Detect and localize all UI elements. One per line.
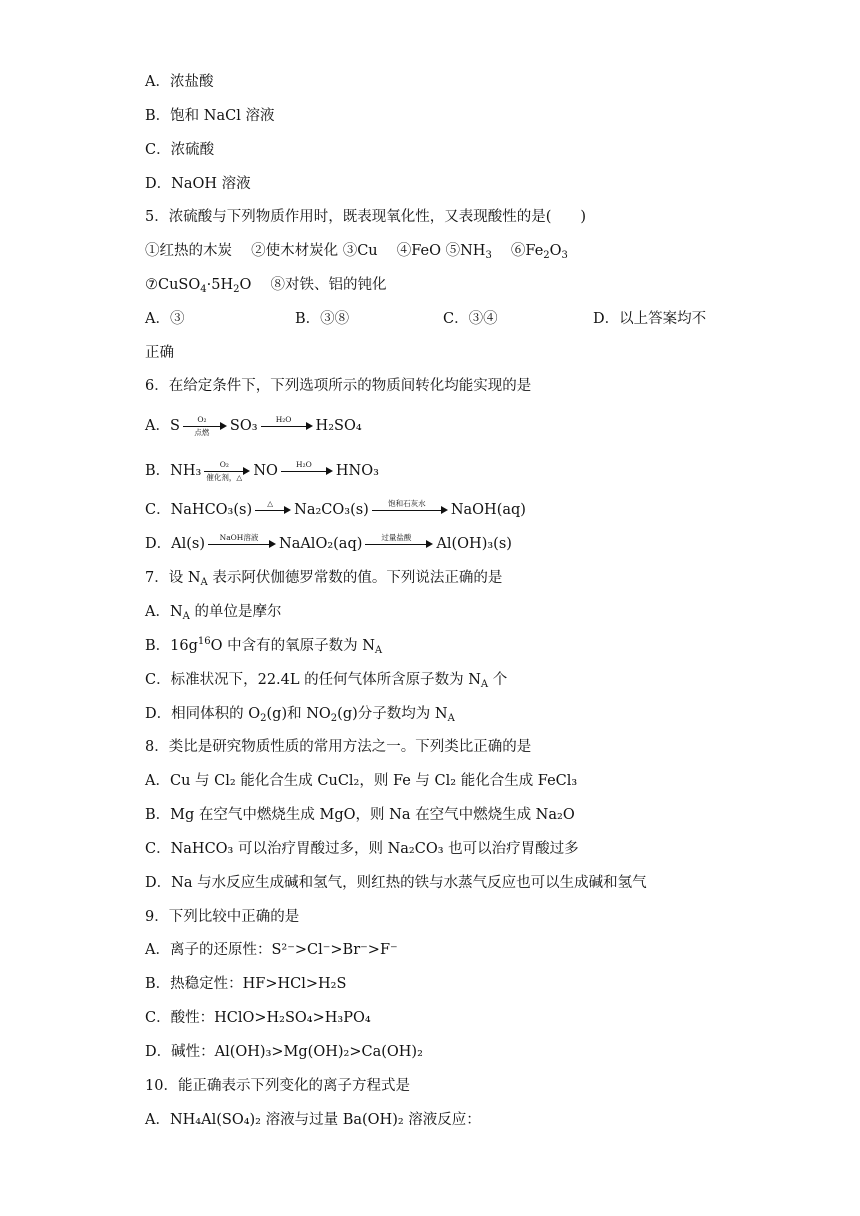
q5-options [145, 309, 745, 329]
reaction-arrow: O₂ 点燃 [183, 416, 227, 436]
q6-option-b: B．NH₃ O₂ 催化剂，△ NO H₂O HNO₃ [145, 460, 379, 482]
q4-option-c: C．浓硫酸 [145, 142, 215, 158]
q9-option-c: C．酸性：HClO>H₂SO₄>H₃PO₄ [145, 1010, 371, 1026]
reaction-arrow: H₂O [281, 461, 333, 481]
q5-option-a: A．③ [145, 311, 185, 327]
q5-stem: 5．浓硫酸与下列物质作用时，既表现氧化性，又表现酸性的是( ) [145, 209, 587, 225]
q5-option-c: C．③④ [443, 311, 498, 327]
q5-items-line2: $⑦CuSO_4\cdot 5H_2O$ ⑧对铁、铝的钝化 [145, 277, 387, 295]
reaction-arrow: O₂ 催化剂，△ [204, 461, 250, 481]
q4-option-d: D．NaOH 溶液 [145, 176, 251, 192]
q4-option-b: B．饱和 NaCl 溶液 [145, 108, 275, 124]
reaction-arrow: H₂O [261, 416, 313, 436]
q7-option-b: B．$16g^{16}O$ 中含有的氧原子数为 $N_A$ [145, 636, 383, 656]
q5-option-b: B．③⑧ [295, 311, 350, 327]
q8-option-c: C．NaHCO₃ 可以治疗胃酸过多，则 Na₂CO₃ 也可以治疗胃酸过多 [145, 841, 579, 857]
q7-option-a: A．$N_A$ 的单位是摩尔 [145, 604, 282, 622]
q8-stem: 8．类比是研究物质性质的常用方法之一。下列类比正确的是 [145, 739, 532, 755]
q7-option-c: C．标准状况下，22.4L 的任何气体所含原子数为 $N_A$ 个 [145, 672, 508, 690]
q7-option-d: D．相同体积的 $O_2(g)$和 $NO_2(g)$分子数均为 $N_A$ [145, 706, 455, 724]
q7-stem: 7．设 $N_A$ 表示阿伏伽德罗常数的值。下列说法正确的是 [145, 570, 503, 588]
q6-option-a: A．S O₂ 点燃 SO₃ H₂O H₂SO₄ [145, 415, 362, 437]
reaction-arrow: △ [255, 500, 291, 520]
q8-option-a: A．Cu 与 Cl₂ 能化合生成 CuCl₂，则 Fe 与 Cl₂ 能化合生成 FeCl₃ [145, 773, 578, 789]
reaction-arrow: 过量盐酸 [365, 534, 433, 554]
q5-option-d-continued: 正确 [145, 345, 174, 361]
q9-option-d: D．碱性：Al(OH)₃>Mg(OH)₂>Ca(OH)₂ [145, 1044, 423, 1060]
q8-option-b: B．Mg 在空气中燃烧生成 MgO，则 Na 在空气中燃烧生成 Na₂O [145, 807, 575, 823]
q4-option-a: A．浓盐酸 [145, 74, 214, 90]
q6-option-d: D．Al(s) NaOH溶液 NaAlO₂(aq) 过量盐酸 Al(OH)₃(s) [145, 533, 512, 552]
reaction-arrow: NaOH溶液 [208, 534, 276, 554]
q10-stem: 10．能正确表示下列变化的离子方程式是 [145, 1078, 410, 1094]
q10-option-a: A．NH₄Al(SO₄)₂ 溶液与过量 Ba(OH)₂ 溶液反应： [145, 1112, 481, 1128]
q9-option-a: A．离子的还原性：S²⁻>Cl⁻>Br⁻>F⁻ [145, 942, 398, 958]
q8-option-d: D．Na 与水反应生成碱和氢气，则红热的铁与水蒸气反应也可以生成碱和氢气 [145, 875, 647, 891]
reaction-arrow: 饱和石灰水 [372, 500, 448, 520]
q6-stem: 6．在给定条件下，下列选项所示的物质间转化均能实现的是 [145, 378, 532, 394]
q6-option-c: C．NaHCO₃(s) △ Na₂CO₃(s) 饱和石灰水 NaOH(aq) [145, 499, 526, 518]
q5-items-line1: ①红热的木炭 ②使木材炭化 ③Cu ④FeO $⑤NH_3$ $⑥Fe_2O_3$ [145, 243, 568, 261]
q9-option-b: B．热稳定性：HF>HCl>H₂S [145, 976, 347, 992]
q5-option-d: D．以上答案均不 [593, 311, 707, 327]
q9-stem: 9．下列比较中正确的是 [145, 909, 300, 925]
